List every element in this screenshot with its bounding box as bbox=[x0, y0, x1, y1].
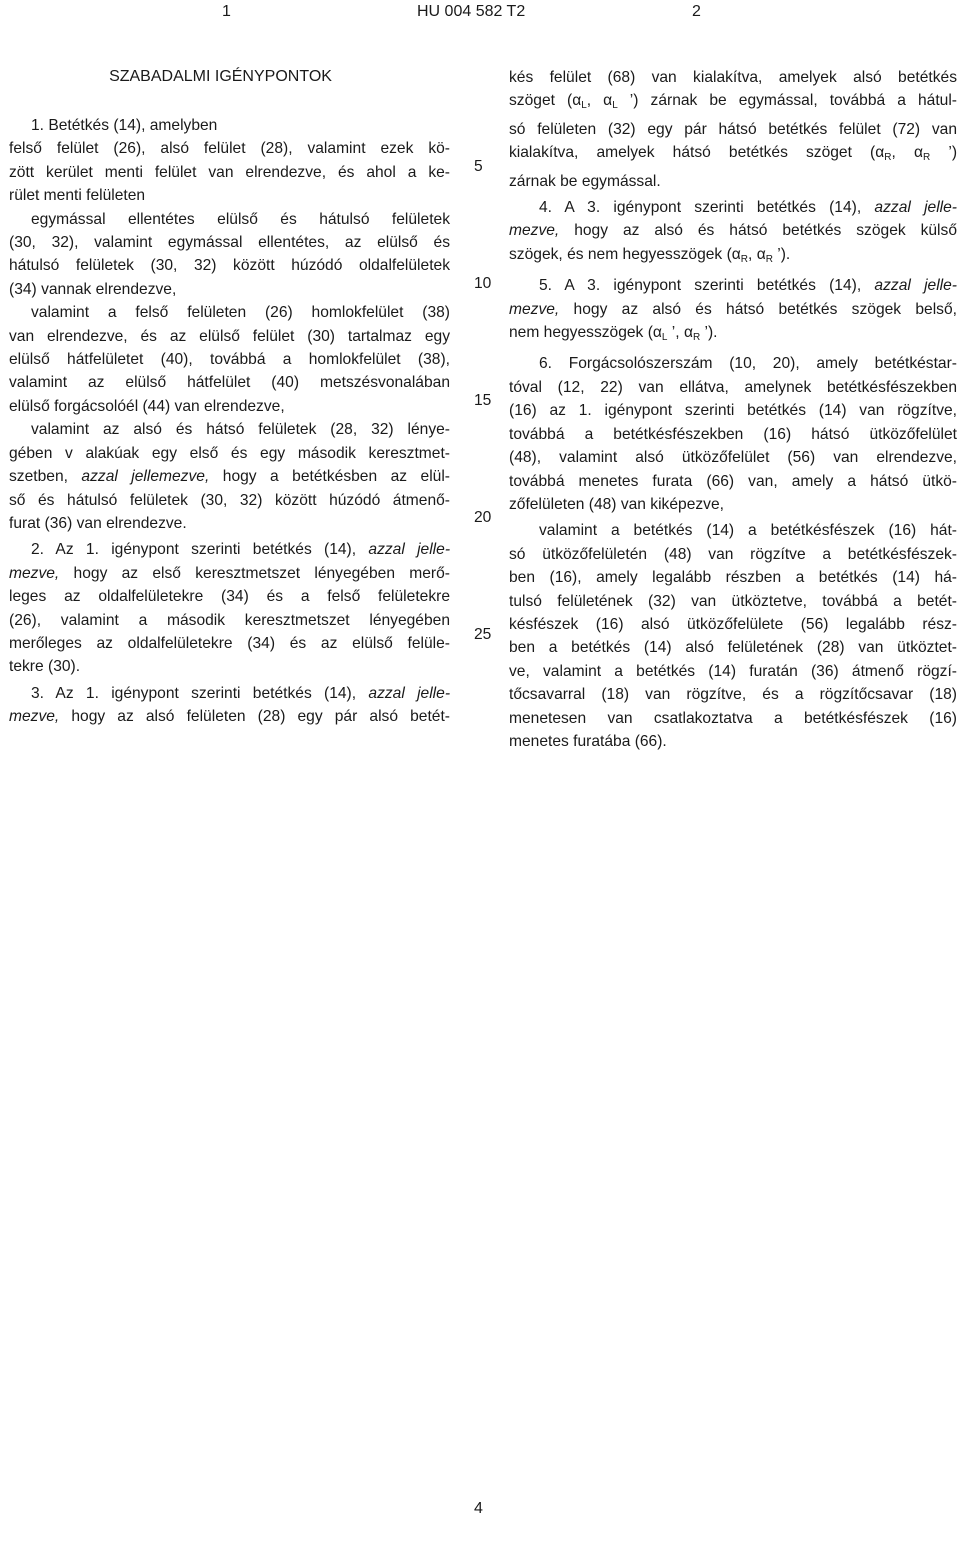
claim-3-line: zárnak be egymással. bbox=[509, 172, 661, 190]
prime: ’ bbox=[930, 144, 952, 162]
right-column bbox=[509, 66, 957, 756]
alpha-symbol: α bbox=[603, 92, 613, 110]
claim-4-intro: 4. A 3. igénypont szerinti betétkés (14), bbox=[539, 199, 862, 217]
claim-6-line: menetes furatába (66). bbox=[509, 732, 667, 750]
claim-6-line: ben a betétkés (14) alsó felületének (28) van ütköztet- bbox=[509, 639, 957, 657]
claim-4-line bbox=[509, 243, 957, 271]
claim-1-word: hogy a betétkésben az elül- bbox=[222, 468, 450, 486]
claim-6-continued bbox=[509, 519, 957, 753]
claim-1-line: valamint a felső felületen (26) homlokfelület (38) bbox=[31, 304, 450, 322]
subscript-r: R bbox=[765, 253, 773, 265]
line-number: 5 bbox=[474, 158, 483, 175]
claim-5 bbox=[509, 274, 957, 349]
claim-6-line: (16) az 1. igénypont szerinti betétkés (14) van rögzítve, bbox=[509, 402, 957, 420]
subscript-r: R bbox=[692, 332, 701, 344]
claim-2-characterizing-phrase: mezve, bbox=[9, 564, 60, 582]
claim-6-line: továbbá a betétkésfészekben (16) hátsó ütközőfelület bbox=[509, 425, 957, 443]
claim-1-line: elülső forgácsolóél (44) van elrendezve, bbox=[9, 397, 285, 415]
claim-6-line: só ütközőfelületén (48) van rögzítve a betétkésfészek- bbox=[509, 545, 957, 563]
alpha-symbol: α bbox=[875, 144, 885, 162]
header-page-left: 1 bbox=[222, 3, 231, 20]
claim-4 bbox=[509, 196, 957, 271]
claim-6-line: tulsó felületének (32) van ütköztetve, továbbá a betét- bbox=[509, 592, 957, 610]
alpha-symbol: α bbox=[652, 324, 662, 342]
claim-4-text: hogy az alsó és hátsó betétkés szögek külső bbox=[574, 222, 957, 240]
claim-2-intro: 2. Az 1. igénypont szerinti betétkés (14), bbox=[31, 541, 357, 559]
prime: ’ bbox=[700, 324, 708, 342]
text: ). bbox=[707, 324, 718, 342]
separator: , bbox=[586, 92, 604, 110]
claim-6-line: továbbá menetes furata (66) van, amely a hátsó ütkö- bbox=[509, 472, 957, 490]
claims-title: SZABADALMI IGÉNYPONTOK bbox=[109, 68, 332, 85]
claim-3-line: só felületen (32) egy pár hátsó betétkés felület (72) van bbox=[509, 120, 957, 138]
prime: ’ bbox=[617, 92, 634, 110]
subscript-r: R bbox=[922, 152, 931, 164]
header-page-right: 2 bbox=[692, 3, 701, 20]
claim-6-line: zőfelületen (48) van kiképezve, bbox=[509, 495, 724, 513]
claim-6 bbox=[509, 352, 957, 516]
text: ) bbox=[951, 144, 958, 162]
text: kialakítva, amelyek hátsó betétkés szöget ( bbox=[509, 144, 876, 162]
claim-1 bbox=[9, 114, 450, 535]
text: nem hegyesszögek ( bbox=[509, 324, 653, 342]
claim-1-line: van elrendezve, és az elülső felület (30) tartalmaz egy bbox=[9, 327, 450, 345]
claim-5-characterizing-phrase: azzal jelle- bbox=[874, 277, 957, 295]
header-document-number: HU 004 582 T2 bbox=[417, 3, 526, 20]
claim-1-line: (34) vannak elrendezve, bbox=[9, 280, 177, 298]
prime: ’ bbox=[667, 324, 676, 342]
claim-1-line: felső felület (26), alsó felület (28), valamint ezek kö- bbox=[9, 140, 450, 158]
claim-4-characterizing-phrase: mezve, bbox=[509, 222, 560, 240]
text: ). bbox=[780, 245, 791, 263]
claim-6-line: menetesen van csatlakoztatva a betétkésfészek (16) bbox=[509, 709, 957, 727]
claim-3-line bbox=[9, 682, 450, 705]
claim-5-text: hogy az alsó és hátsó betétkés szögek belső, bbox=[573, 300, 957, 318]
claim-6-line: (48), valamint alsó ütközőfelület (56) van elrendezve, bbox=[509, 449, 957, 467]
claim-3-line bbox=[509, 141, 957, 169]
claim-1-line: ső és hátulsó felületek (30, 32) között húzódó átmenő- bbox=[9, 491, 450, 509]
subscript-l: L bbox=[612, 100, 618, 112]
subscript-r: R bbox=[740, 253, 749, 265]
claim-2 bbox=[9, 538, 450, 678]
line-number: 20 bbox=[474, 509, 492, 526]
claim-1-line bbox=[9, 465, 450, 488]
alpha-symbol: α bbox=[756, 245, 766, 263]
subscript-r: R bbox=[884, 152, 892, 164]
claim-1-word: szetben, bbox=[9, 468, 68, 486]
claim-1-line: zött kerület menti felület van elrendezve, és ahol a ke- bbox=[9, 163, 450, 181]
claim-2-line bbox=[9, 562, 450, 585]
claim-5-line bbox=[509, 298, 957, 321]
claim-1-line: gében v alakúak egy első és egy második keresztmet- bbox=[9, 444, 450, 462]
claim-6-line: valamint a betétkés (14) a betétkésfészek (16) hát- bbox=[539, 522, 957, 540]
claim-6-line: tőcsavarral (18) van rögzítve, és a rögzítőcsavar (18) bbox=[509, 686, 957, 704]
text: szöget ( bbox=[509, 92, 573, 110]
claim-3-line: kés felület (68) van kialakítva, amelyek alsó betétkés bbox=[509, 69, 957, 86]
claim-3-line bbox=[509, 89, 957, 117]
claim-1-line: (30, 32), valamint egymással ellentétes, az elülső és bbox=[9, 234, 450, 252]
claim-4-line bbox=[509, 196, 957, 219]
claim-6-line: késfészek (16) alsó ütközőfelülete (56) legalább rész- bbox=[509, 615, 957, 633]
subscript-l: L bbox=[581, 100, 587, 112]
claim-1-line: hátulsó felületek (30, 32) között húzódó oldalfelületek bbox=[9, 257, 450, 275]
line-number: 25 bbox=[474, 626, 492, 643]
claim-2-line: (26), valamint a második keresztmetszet lényegében bbox=[9, 611, 450, 629]
claim-2-line: tekre (30). bbox=[9, 658, 81, 676]
alpha-symbol: α bbox=[683, 324, 693, 342]
claim-1-line: 1. Betétkés (14), amelyben bbox=[31, 117, 218, 134]
text: szögek, és nem hegyesszögek ( bbox=[509, 245, 732, 263]
claim-2-line: merőleges az oldalfelületekre (34) és az elülső felüle- bbox=[9, 634, 450, 652]
separator: , bbox=[891, 144, 914, 162]
claim-6-line: ben (16), amely legalább részben a betétkés (14) há- bbox=[509, 569, 957, 587]
claim-1-line: egymással ellentétes elülső és hátulsó felületek bbox=[31, 210, 450, 228]
claim-5-intro: 5. A 3. igénypont szerinti betétkés (14), bbox=[539, 277, 862, 295]
claim-3-characterizing-phrase: azzal jelle- bbox=[368, 684, 451, 702]
claim-3-intro: 3. Az 1. igénypont szerinti betétkés (14), bbox=[31, 684, 357, 702]
claim-5-line bbox=[509, 274, 957, 297]
page-number: 4 bbox=[474, 1500, 483, 1517]
claim-2-characterizing-phrase: azzal jelle- bbox=[368, 541, 451, 559]
claim-2-text: hogy az első keresztmetszet lényegében merő- bbox=[73, 564, 450, 582]
claim-6-line: tóval (12, 22) van ellátva, amelynek betétkésfészekben bbox=[509, 378, 957, 396]
prime: ’ bbox=[772, 245, 781, 263]
claim-3-text: hogy az alsó felületen (28) egy pár alsó betét- bbox=[71, 708, 450, 726]
claim-1-line: valamint az alsó és hátsó felületek (28, 32) lénye- bbox=[31, 421, 450, 439]
claim-1-line: furat (36) van elrendezve. bbox=[9, 514, 187, 532]
claim-5-line bbox=[509, 321, 957, 349]
claim-1-line: valamint az elülső hátfelület (40) metszésvonalában bbox=[9, 374, 450, 392]
claim-4-line bbox=[509, 219, 957, 242]
claim-5-characterizing-phrase: mezve, bbox=[509, 300, 560, 318]
claim-3-characterizing-phrase: mezve, bbox=[9, 708, 60, 726]
line-number: 10 bbox=[474, 275, 492, 292]
claim-2-line: leges az oldalfelületekre (34) és a felső felületekre bbox=[9, 588, 450, 606]
left-column bbox=[9, 66, 450, 732]
claim-3-line bbox=[9, 705, 450, 728]
alpha-symbol: α bbox=[572, 92, 582, 110]
claim-6-line: 6. Forgácsolószerszám (10, 20), amely betétkéstar- bbox=[539, 355, 957, 373]
claim-6-line: ve, valamint a betétkés (14) furatán (36) átmenő rögzí- bbox=[509, 662, 957, 680]
alpha-symbol: α bbox=[731, 245, 741, 263]
claim-2-line bbox=[9, 538, 450, 561]
claim-4-characterizing-phrase: azzal jelle- bbox=[874, 199, 957, 217]
separator: , bbox=[748, 245, 757, 263]
claim-1-line: rület menti felületen bbox=[9, 187, 146, 205]
separator: , bbox=[675, 324, 684, 342]
claim-1-line: elülső hátfelületet (40), továbbá a homlokfelület (38), bbox=[9, 351, 450, 369]
alpha-symbol: α bbox=[913, 144, 923, 162]
claim-1-characterizing-phrase: azzal jellemezve, bbox=[81, 468, 210, 486]
claim-3-continued bbox=[509, 66, 957, 193]
subscript-l: L bbox=[661, 332, 668, 344]
claim-3-start bbox=[9, 682, 450, 729]
line-number: 15 bbox=[474, 392, 492, 409]
text: ) zárnak be egymással, továbbá a hátul- bbox=[633, 92, 957, 110]
